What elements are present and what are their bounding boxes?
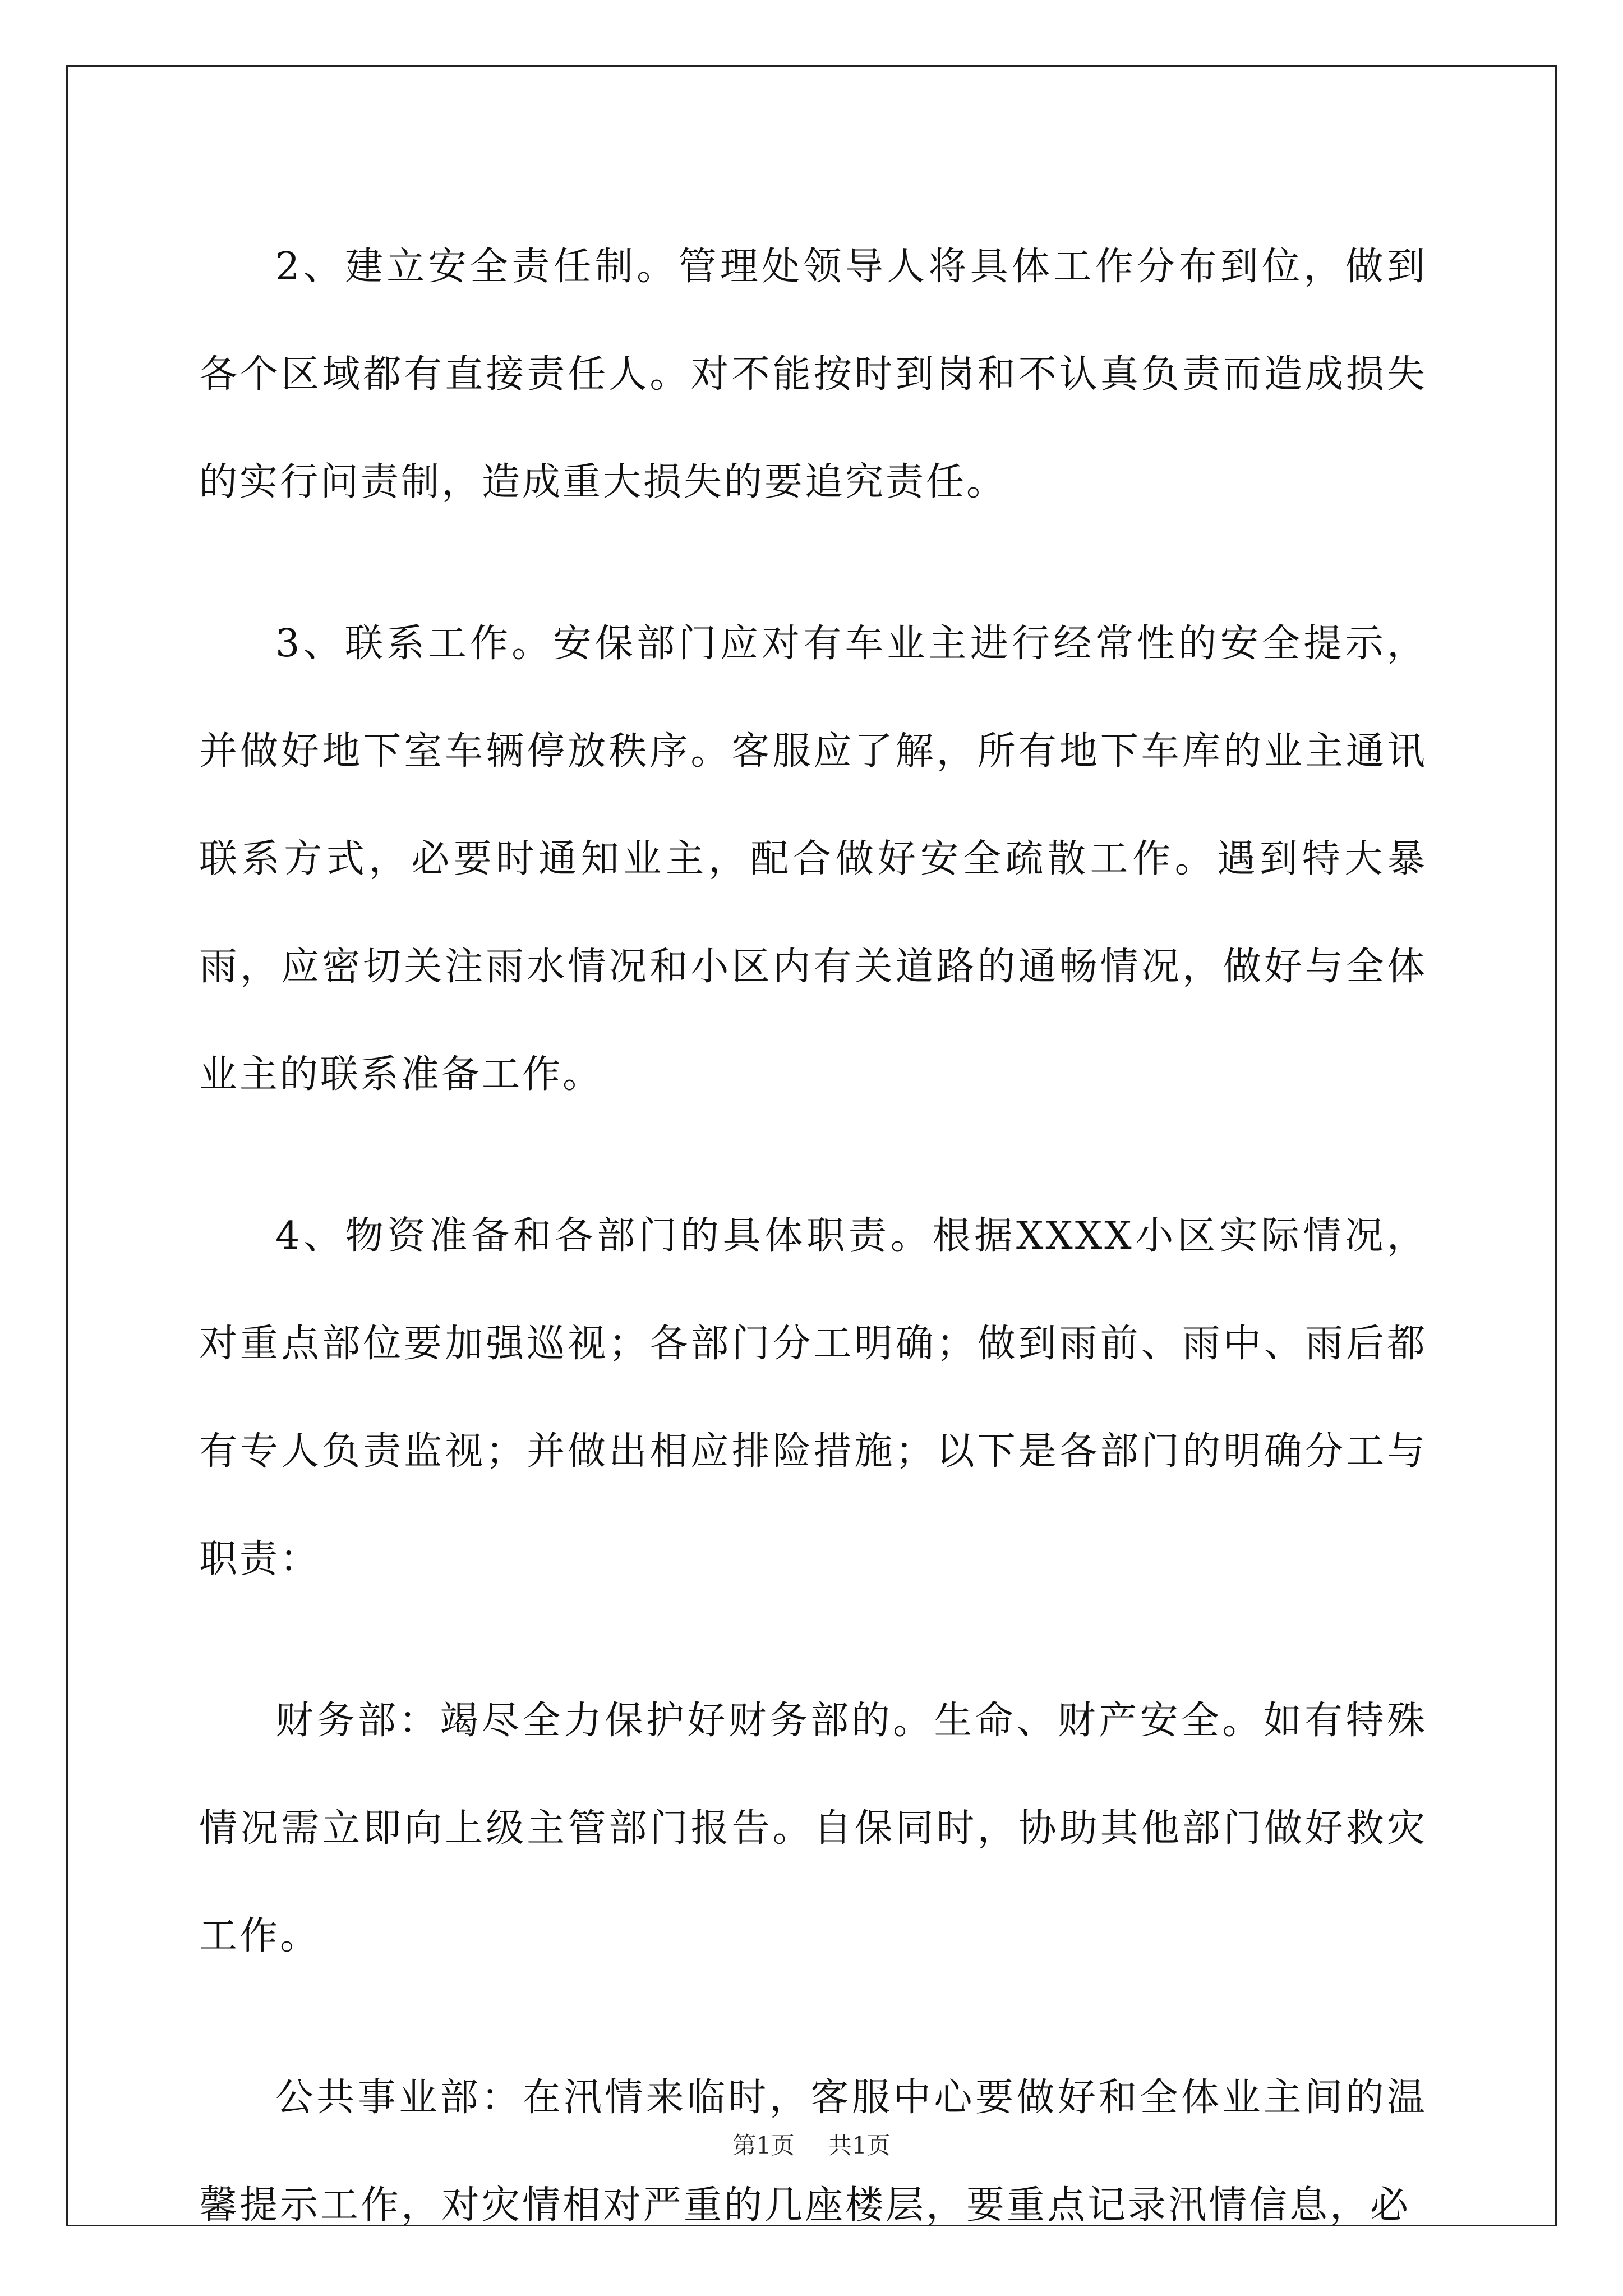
paragraph: 公共事业部：在汛情来临时，客服中心要做好和全体业主间的温馨提示工作，对灾情相对严重的几座楼层，要重点记录汛情信息，必 [199, 2076, 1427, 2228]
page-number-total: 共1页 [828, 2132, 891, 2159]
paragraph: 4、物资准备和各部门的具体职责。根据XXXX小区实际情况，对重点部位要加强巡视；各部门分工明确；做到雨前、雨中、雨后都有专人负责监视；并做出相应排险措施；以下是各部门的明确分工与职责： [199, 1214, 1427, 1581]
page-footer [0, 2129, 1623, 2162]
paragraph: 财务部：竭尽全力保护好财务部的。生命、财产安全。如有特殊情况需立即向上级主管部门报告。自保同时，协助其他部门做好救灾工作。 [199, 1699, 1427, 1958]
document-body [199, 213, 1427, 2260]
page-number-current: 第1页 [732, 2132, 795, 2159]
paragraph: 2、建立安全责任制。管理处领导人将具体工作分布到位，做到各个区域都有直接责任人。对不能按时到岗和不认真负责而造成损失的实行问责制，造成重大损失的要追究责任。 [199, 245, 1427, 504]
paragraph: 3、联系工作。安保部门应对有车业主进行经常性的安全提示，并做好地下室车辆停放秩序。客服应了解，所有地下车库的业主通讯联系方式，必要时通知业主，配合做好安全疏散工作。遇到特大暴雨，应密切关注雨水情况和小区内有关道路的通畅情况，做好与全体业主的联系准备工作。 [199, 622, 1427, 1097]
